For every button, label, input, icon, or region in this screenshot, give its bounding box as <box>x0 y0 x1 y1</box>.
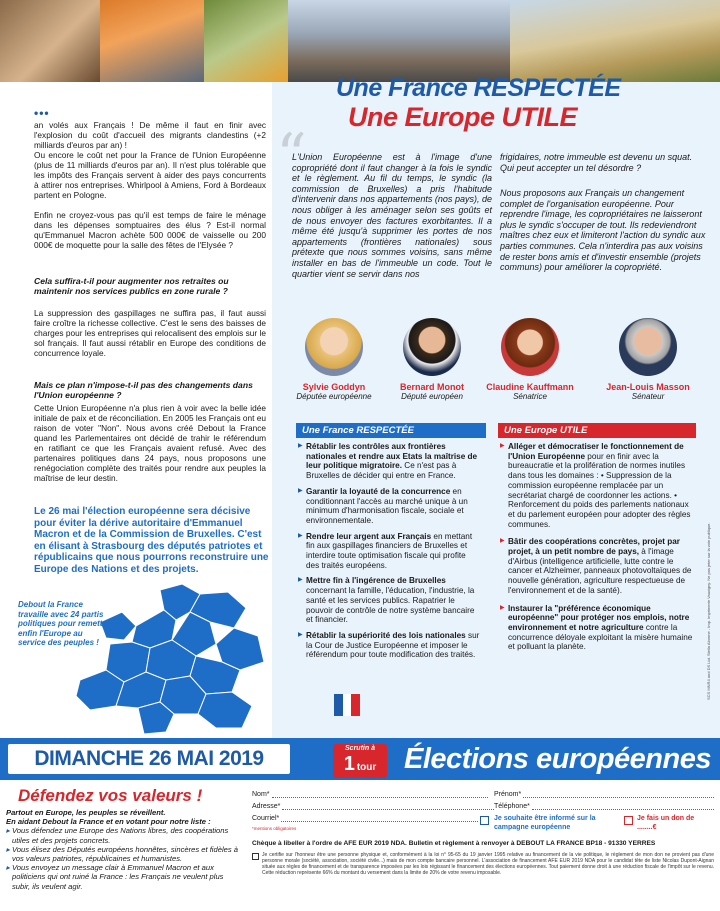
left-paragraph-2: Ou encore le coût net pour la France de l'Union Européenne (plus de 11 milliards d'euros par an). Il n'est plus tolérable que les impôts des Français servent à aider des pays concurrents à attirer nos entreprises. Whirlpool à Amiens, Ford à Bordeaux partent en Pologne. <box>34 150 266 200</box>
adresse-field[interactable]: Adresse* <box>252 802 712 810</box>
person-card <box>388 318 476 401</box>
quote-column-1: L'Union Européenne est à l'image d'une copropriété dont il faut changer à la fois le syndic et le règlement. Au fil du temps, le syndic (la commission de Bruxelles) a pris l'habitude d'intervenir dans nos appartements (nos pays), de nous obliger à les aménager selon ses goûts et de nous envoyer des factures exorbitantes. Il a même été jusqu'à supprimer les portes de nos appartements (frontières nationales) sous prétexte que nous sommes voisins, sans même installer en bas de l'immeuble un code. Tout le quartier vient se servir dans nos <box>292 152 492 279</box>
benevole-label: Je souhaite être informé sur la campagne européenne <box>494 815 596 831</box>
left-paragraph-3: Enfin ne croyez-vous pas qu'il est temps de faire le ménage dans les dépenses somptuaires des élus ? Est-il normal qu'Emmanuel Macron achète 500 000€ de vaisselle ou 200 000€ de moquette pour la salle des fêtes de l'Elysée ? <box>34 210 266 250</box>
nom-field[interactable]: Nom* <box>252 790 488 798</box>
mentions-note: *mentions obligatoires <box>252 826 297 831</box>
person-card <box>486 318 574 401</box>
list-item: ▶ Garantir la loyauté de la concurrence en conditionnant l'accès au marché unique à un minimum d'harmonisation fiscale, sociale et environnementale. <box>298 487 480 526</box>
quote-mark-icon: “ <box>276 121 307 191</box>
don-label: Je fais un don de ........€ <box>637 815 695 831</box>
person-name: Claudine Kauffmann <box>486 382 574 392</box>
list-item: ▶ Rétablir la supériorité des lois nationales sur la Cour de Justice Européenne et imposer le référendum pour toute modification des traités. <box>298 631 480 660</box>
left-paragraph-5: Cette Union Européenne n'a plus rien à voir avec la belle idée initiale de paix et de réconciliation. En 2005 les Français ont eu raison de voter "Non". Nous avons créé Debout la France quand les Parlementaires ont décidé de trahir le référendum en ratifiant ce que les Français avaient refusé. Avec des partenaires politiques dans 24 pays, nous proposons une renégociation complète des traités pour rendre aux peuples la maîtrise de leur destin. <box>34 403 266 483</box>
person-name: Sylvie Goddyn <box>302 382 366 392</box>
person-name: Jean-Louis Masson <box>606 382 690 392</box>
french-flag-icon <box>334 694 360 716</box>
photo-baker <box>0 0 100 82</box>
person-role: Députée européenne <box>296 392 372 401</box>
person-role: Sénateur <box>631 392 665 401</box>
list-item: ▶ Rétablir les contrôles aux frontières nationales et rendre aux Etats la maîtrise de leur politique migratoire. Ce n'est pas à Bruxelles de décider qui entre en France. <box>298 442 480 481</box>
avatar <box>501 318 559 376</box>
left-callout: Le 26 mai l'élection européenne sera décisive pour éviter la dérive autoritaire d'Emmanuel Macron et de la Commission de Bruxelles. C'est en élisant à Strasbourg des députés patriotes et républicains que nous pourrons reconstruire une Europe des Nations et des projets. <box>34 506 269 575</box>
prenom-field[interactable]: Prénom* <box>494 790 714 798</box>
list-item: ▶ Instaurer la "préférence économique européenne" pour protéger nos emplois, notre environnement et notre agriculture contre la concurrence déloyale exploitant la misère humaine et polluant la planète. <box>500 604 696 653</box>
photo-street <box>288 0 510 82</box>
left-question-2: Mais ce plan n'impose-t-il pas des changements dans l'Union européenne ? <box>34 380 253 400</box>
title-france: Une France RESPECTÉE <box>336 74 621 102</box>
cheque-instructions: Chèque à libeller à l'ordre de AFE EUR 2019 NDA. Bulletin et règlement à renvoyer à DEBOUT LA FRANCE BP18 - 91330 YERRES <box>252 840 656 847</box>
courriel-field[interactable]: Courriel* <box>252 814 478 822</box>
left-question-1: Cela suffira-t-il pour augmenter nos retraites ou maintenir nos services publics en zone rurale ? <box>34 276 229 296</box>
elections-title: Élections européennes <box>404 743 711 775</box>
europe-list <box>500 442 696 658</box>
list-item: ▶ Mettre fin à l'ingérence de Bruxelles concernant la famille, l'éducation, l'industrie, la santé et les services publics. Rapatrier le pouvoir de contrôle de notre système bancaire et financier. <box>298 576 480 625</box>
person-name: Bernard Monot <box>400 382 464 392</box>
left-paragraph-4: La suppression des gaspillages ne suffira pas, il faut aussi faire croître la richesse collective. C'est le sens des baisses de charges pour les entreprises qui relocalisent des emplois sur le sol français. Il faut aussi rétablir en Europe des conditions de concurrence loyale. <box>34 308 266 358</box>
photo-elderly-couple <box>510 0 720 82</box>
person-card <box>604 318 692 401</box>
list-item: ▶ Alléger et démocratiser le fonctionnement de l'Union Européenne pour en finir avec la bureaucratie et la prolifération de normes inutiles dans tous les domaines : • Suppression de la commission européenne remplacée par un secrétariat chargé de coordonner les actions. • Renforcement du poids des parlements nationaux et du parlement européen pour adopter des règles communes. <box>500 442 696 529</box>
person-card <box>290 318 378 401</box>
continuation-dots: ••• <box>34 106 50 120</box>
don-checkbox[interactable] <box>624 816 633 825</box>
avatar <box>619 318 677 376</box>
avatar <box>403 318 461 376</box>
map-caption: Debout la France travaille avec 24 partis politiques pour remettre enfin l'Europe au service des peuples ! <box>18 600 111 647</box>
avatar <box>305 318 363 376</box>
scrutin-badge: Scrutin à 1 tour <box>333 744 387 778</box>
photo-worker <box>100 0 204 82</box>
election-date: DIMANCHE 26 MAI 2019 <box>8 744 290 774</box>
header-photo-strip <box>0 0 720 82</box>
benevole-checkbox[interactable] <box>480 816 489 825</box>
footer-title: Défendez vos valeurs ! <box>18 786 203 805</box>
list-item: ▶ Bâtir des coopérations concrètes, projet par projet, à un petit nombre de pays, à l'image d'Airbus (intelligence artificielle, lutte contre le cancer et Alzheimer, panneaux photovoltaïques de nouvelle génération, agriculture respectueuse de l'environnement et de la santé). <box>500 537 696 595</box>
left-paragraph-1: an volés aux Français ! De même il faut en finir avec l'explosion du coût d'accueil des migrants clandestins (+2 milliards d'euros par an) ! <box>34 120 266 150</box>
footer-text: Partout en Europe, les peuples se réveillent. En aidant Debout la France et en votant pour notre liste : ▸ Vous défendez une Europe des Nations libres, des coopérations utiles et des projets concrets. ▸ Vous élisez des Députés européens honnêtes, sincères et fidèles à vos valeurs patriotes, républicaines et humanistes. ▸ Vous envoyez un message clair à Emmanuel Macron et aux politiciens qui ont ruiné la France : les Français ne veulent plus subir, ils veulent agir. <box>6 808 238 891</box>
legal-text: Je certifie sur l'honneur être une personne physique et, conformément à la loi n° 95-65 du 19 janvier 1995 relative au financement de la vie politique, le règlement de mon don ne provient pas d'une personne morale (société, association, société civile...) mais de mon compte bancaire personnel. L'association de financement AFE EUR 2019 NDA pour le candidat tête de liste Nicolas Dupont-Aignan située aux règles de financement et de transparence imposées par les lois régissant le financement des élections européennes. Tout paiement donne droit à une réduction fiscale de l'impôt sur le revenu. Cette réduction représente 66% du montant du versement dans la limite de 20% de votre revenu imposable. <box>262 852 714 876</box>
quote-column-2b: Nous proposons aux Français un changement complet de l'organisation européenne. Pour reprendre l'image, les copropriétaires ne laisseront plus le syndic s'occuper de tout. Ils redeviendront maîtres chez eux et limiteront l'action du syndic aux parties communes. Cela n'interdira pas aux voisins de rester bons amis et d'investir ensemble (projets communs) pour améliorer la copropriété. <box>500 188 706 273</box>
person-role: Député européen <box>401 392 463 401</box>
certify-checkbox[interactable] <box>252 853 259 860</box>
person-role: Sénatrice <box>513 392 547 401</box>
tag-europe: Une Europe UTILE <box>498 423 696 438</box>
side-legal-text: SCS MNR4 and DS Ltd. Stella Abonne - Imp. Imprimerie Vauvigny. Ne pas jeter sur la voie publique. <box>706 522 711 700</box>
list-item: ▶ Rendre leur argent aux Français en mettant fin aux gaspillages financiers de Bruxelles et interdire toute optimisation fiscale qui profite des traités européens. <box>298 532 480 571</box>
tag-france: Une France RESPECTÉE <box>296 423 486 438</box>
photo-builder <box>204 0 288 82</box>
quote-column-2a: frigidaires, notre immeuble est devenu un squat. Qui peut accepter un tel désordre ? <box>500 152 693 173</box>
title-europe: Une Europe UTILE <box>348 102 578 132</box>
france-list <box>298 442 480 666</box>
telephone-field[interactable]: Téléphone* <box>494 802 714 810</box>
